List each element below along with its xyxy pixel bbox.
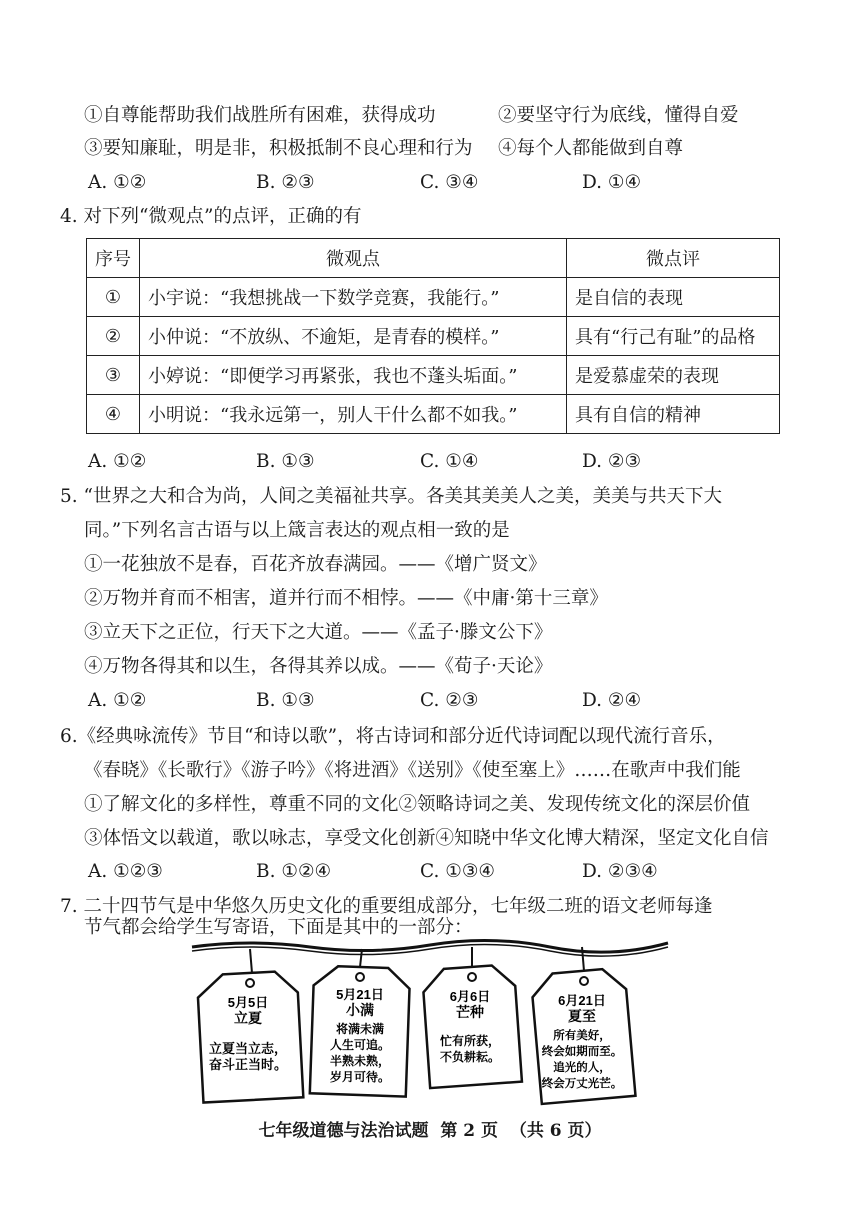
choice-c: C. ②③ [420, 690, 479, 711]
solar-term-tags-illustration [190, 935, 670, 1110]
tag-line: 岁月可待。 [329, 1070, 391, 1084]
tag-date: 5月21日 [336, 987, 384, 1002]
solar-term-tag-1 [197, 949, 304, 1103]
choice-c: C. ①④ [420, 451, 479, 472]
table-header: 微点评 [567, 239, 780, 278]
choice-a: A. ①② [88, 690, 147, 711]
page-footer: 七年级道德与法治试题 第 2 页 （共 6 页） [258, 1121, 602, 1141]
row-view: 小仲说：“不放纵、不逾矩，是青春的模样。” [140, 317, 567, 356]
choice-c: C. ①③④ [420, 861, 496, 882]
tag-line: 立夏当立志， [208, 1041, 288, 1056]
tag-term: 小满 [346, 1002, 374, 1018]
hanging-string [192, 940, 668, 952]
row-view: 小婷说：“即便学习再紧张，我也不蓬头垢面。” [140, 356, 567, 395]
q4-stem: 4. 对下列“微观点”的点评，正确的有 [60, 206, 362, 227]
q7-stem-2: 节气都会给学生写寄语，下面是其中的一部分： [84, 917, 473, 938]
tag-date: 6月6日 [449, 989, 491, 1004]
q5-stem-1: 5. “世界之大和合为尚，人间之美福祉共享。各美其美美人之美，美美与共天下大 [60, 486, 722, 507]
tag-line: 终会如期而至。 [541, 1046, 623, 1058]
choice-b: B. ②③ [256, 172, 315, 193]
row-number: ② [87, 317, 140, 356]
tag-line: 将满未满 [335, 1022, 385, 1036]
table-header-row [87, 239, 780, 278]
tag-term: 夏至 [568, 1008, 596, 1024]
tag-line: 不负耕耘。 [439, 1050, 501, 1064]
choice-c: C. ③④ [420, 172, 479, 193]
tag-line: 忙有所获， [439, 1034, 501, 1048]
q5-item-1: ①一花独放不是春，百花齐放春满园。——《增广贤文》 [84, 554, 547, 575]
q5-item-3: ③立天下之正位，行天下之大道。——《孟子·滕文公下》 [84, 622, 553, 643]
q6-line-4: ③体悟文以载道，歌以咏志，享受文化创新④知晓中华文化博大精深，坚定文化自信 [84, 828, 769, 849]
choice-d: D. ②③④ [582, 861, 658, 882]
row-number: ① [87, 278, 140, 317]
row-comment: 具有“行己有耻”的品格 [567, 317, 780, 356]
tag-term: 立夏 [234, 1010, 262, 1026]
row-comment: 具有自信的精神 [567, 395, 780, 434]
q5-item-4: ④万物各得其和以生，各得其养以成。——《荀子·天论》 [84, 656, 553, 677]
viewpoint-table [86, 238, 780, 434]
q7-stem-1: 7. 二十四节气是中华悠久历史文化的重要组成部分，七年级二班的语文老师每逢 [60, 896, 713, 917]
table-header: 微观点 [140, 239, 567, 278]
table-row [87, 395, 780, 434]
option-line-1b: ②要坚守行为底线，懂得自爱 [498, 105, 739, 126]
row-view: 小宇说：“我想挑战一下数学竞赛，我能行。” [140, 278, 567, 317]
option-line-2a: ③要知廉耻，明是非，积极抵制不良心理和行为 [84, 138, 473, 159]
choice-b: B. ①③ [256, 690, 315, 711]
q6-stem-1: 6.《经典咏流传》节目“和诗以歌”，将古诗词和部分近代诗词配以现代流行音乐， [60, 726, 726, 747]
tag-line: 半熟未熟， [329, 1054, 391, 1068]
tag-line: 追光的人， [553, 1062, 611, 1074]
choice-a: A. ①② [88, 451, 147, 472]
tag-date: 5月5日 [227, 995, 269, 1010]
row-comment: 是爱慕虚荣的表现 [567, 356, 780, 395]
q6-line-3: ①了解文化的多样性，尊重不同的文化②领略诗词之美、发现传统文化的深层价值 [84, 794, 751, 815]
choice-b: B. ①②④ [256, 861, 332, 882]
choice-b: B. ①③ [256, 451, 315, 472]
table-row [87, 317, 780, 356]
solar-term-tag-2 [310, 949, 410, 1097]
table-row [87, 278, 780, 317]
row-number: ③ [87, 356, 140, 395]
table-header: 序号 [87, 239, 140, 278]
q5-item-2: ②万物并育而不相害，道并行而不相悖。——《中庸·第十三章》 [84, 588, 608, 609]
table-row [87, 356, 780, 395]
solar-term-tag-3 [422, 947, 522, 1088]
choice-a: A. ①② [88, 172, 147, 193]
q5-stem-2: 同。”下列名言古语与以上箴言表达的观点相一致的是 [84, 520, 510, 541]
choice-d: D. ②④ [582, 690, 642, 711]
tag-line: 人生可追。 [329, 1038, 391, 1052]
tag-line: 所有美好， [553, 1030, 611, 1042]
choice-d: D. ②③ [582, 451, 642, 472]
choice-d: D. ①④ [582, 172, 642, 193]
tag-line: 奋斗正当时。 [208, 1057, 288, 1072]
tag-term: 芒种 [456, 1004, 484, 1020]
choice-a: A. ①②③ [88, 861, 163, 882]
row-comment: 是自信的表现 [567, 278, 780, 317]
option-line-2b: ④每个人都能做到自尊 [498, 138, 684, 159]
solar-term-tag-4 [531, 947, 636, 1104]
tag-date: 6月21日 [558, 993, 606, 1008]
q6-stem-2: 《春晓》《长歌行》《游子吟》《将进酒》《送别》《使至塞上》……在歌声中我们能 [84, 760, 741, 781]
row-number: ④ [87, 395, 140, 434]
option-line-1a: ①自尊能帮助我们战胜所有困难，获得成功 [84, 105, 436, 126]
tag-line: 终会万丈光芒。 [541, 1078, 623, 1090]
row-view: 小明说：“我永远第一，别人干什么都不如我。” [140, 395, 567, 434]
